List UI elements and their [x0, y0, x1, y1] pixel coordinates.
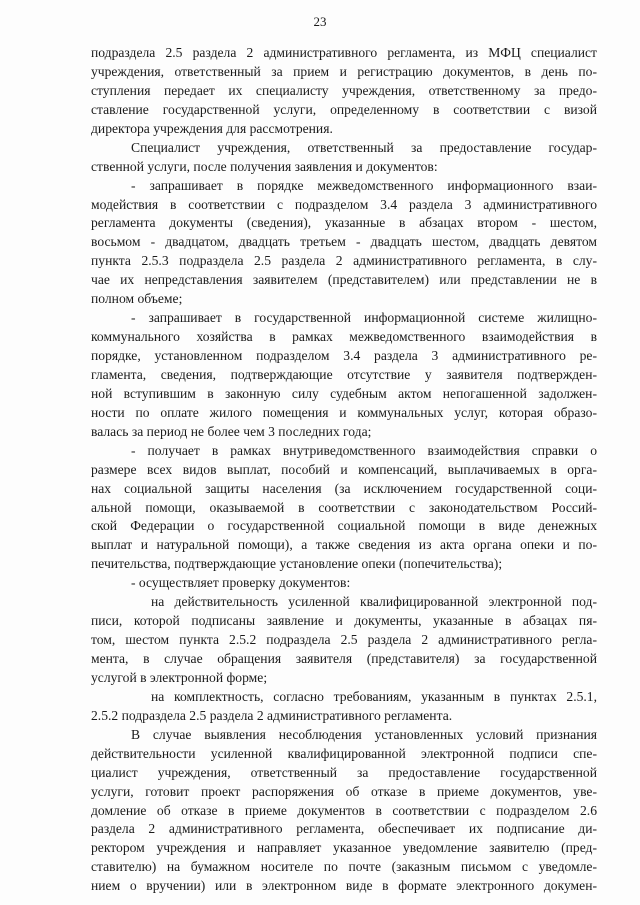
page-number: 23: [313, 14, 327, 29]
text-line: Специалист учреждения, ответственный за предоставление государ-: [131, 139, 597, 155]
text-line: гламента, сведения, подтверждающие отсутствие у заявителя подтвержден-: [91, 366, 597, 382]
text-line: ставителю) на бумажном носителе по почте (заказным письмом с уведомле-: [91, 859, 597, 875]
text-line: коммунального хозяйства в рамках межведомственного взаимодействия в: [91, 329, 597, 345]
text-line: альной помощи, оказываемой в соответствии с законодательством Россий-: [91, 499, 597, 515]
text-line: валась за период не более чем 3 последних года;: [91, 423, 372, 439]
text-line: выплат и натуральной помощи), а также сведения из акта органа опеки и по-: [91, 537, 597, 553]
text-line: том, шестом пункта 2.5.2 подраздела 2.5 раздела 2 административного регла-: [91, 632, 597, 648]
text-line: пункта 2.5.3 подраздела 2.5 раздела 2 административного регламента, в слу-: [91, 253, 597, 269]
text-line: циалист учреждения, ответственный за предоставление государственной: [91, 764, 597, 780]
text-line: ставление государственной услуги, определенному в соответствии с визой: [91, 101, 597, 117]
text-line: на комплектность, согласно требованиям, указанным в пунктах 2.5.1,: [151, 688, 597, 704]
text-line: полном объеме;: [91, 291, 183, 307]
text-line: ской Федерации о государственной социальной помощи в виде денежных: [91, 518, 597, 534]
text-line: ной вступившим в законную силу судебным актом непогашенной задолжен-: [91, 385, 597, 401]
text-line: ступления передает их специалисту учреждения, ответственному за предо-: [91, 82, 597, 98]
text-line: нах социальной защиты населения (за исключением государственной соци-: [91, 480, 597, 496]
text-line: В случае выявления несоблюдения установленных условий признания: [131, 726, 597, 742]
text-line: домление об отказе в приеме документов в соответствии с подразделом 2.6: [91, 802, 597, 818]
text-line: услугой в электронной форме;: [91, 669, 268, 685]
text-line: ректором учреждения и направляет указанное уведомление заявителю (пред-: [91, 840, 597, 856]
text-line: чае их непредставления заявителем (представителем) или представлении не в: [91, 272, 597, 288]
text-line: размере всех видов выплат, пособий и компенсаций, выплачиваемых в орга-: [91, 461, 597, 477]
text-line: ности по оплате жилого помещения и коммунальных услуг, которая образо-: [91, 404, 597, 420]
text-line: регламента документы (сведения), указанные в абзацах втором - шестом,: [91, 215, 597, 231]
document-body: [91, 44, 597, 896]
text-line: подраздела 2.5 раздела 2 административного регламента, из МФЦ специалист: [91, 45, 597, 60]
text-line: на действительность усиленной квалифицированной электронной под-: [151, 594, 597, 610]
text-line: 2.5.2 подраздела 2.5 раздела 2 административного регламента.: [91, 707, 453, 723]
text-line: печительства, подтверждающие установление опеки (попечительства);: [91, 556, 503, 572]
text-line: - запрашивает в порядке межведомственного информационного взаи-: [131, 177, 597, 193]
text-line: - запрашивает в государственной информационной системе жилищно-: [131, 310, 597, 326]
text-line: учреждения, ответственный за прием и регистрацию документов, в день по-: [91, 63, 597, 79]
text-line: ственной услуги, после получения заявления и документов:: [91, 158, 438, 174]
text-line: действительности усиленной квалифицированной электронной подписи спе-: [91, 745, 597, 761]
text-line: порядке, установленном подразделом 3.4 раздела 3 административного ре-: [91, 348, 597, 363]
text-line: нием о вручении) или в электронном виде в формате электронного докумен-: [91, 878, 597, 894]
text-line: - получает в рамках внутриведомственного взаимодействия справки о: [131, 442, 597, 458]
text-line: восьмом - двадцатом, двадцать третьем - двадцать шестом, двадцать девятом: [91, 234, 597, 250]
text-line: писи, которой подписаны заявление и документы, указанные в абзацах пя-: [91, 613, 597, 629]
text-line: раздела 2 административного регламента, обеспечивает их подписание ди-: [91, 821, 597, 837]
text-line: директора учреждения для рассмотрения.: [91, 120, 333, 136]
text-line: услуги, готовит проект распоряжения об отказе в приеме документов, уве-: [91, 783, 597, 799]
text-line: мента, в случае обращения заявителя (представителя) за государственной: [91, 651, 597, 666]
text-line: модействия в соответствии с подразделом 3.4 раздела 3 административного: [91, 196, 597, 212]
text-line: - осуществляет проверку документов:: [131, 575, 351, 591]
